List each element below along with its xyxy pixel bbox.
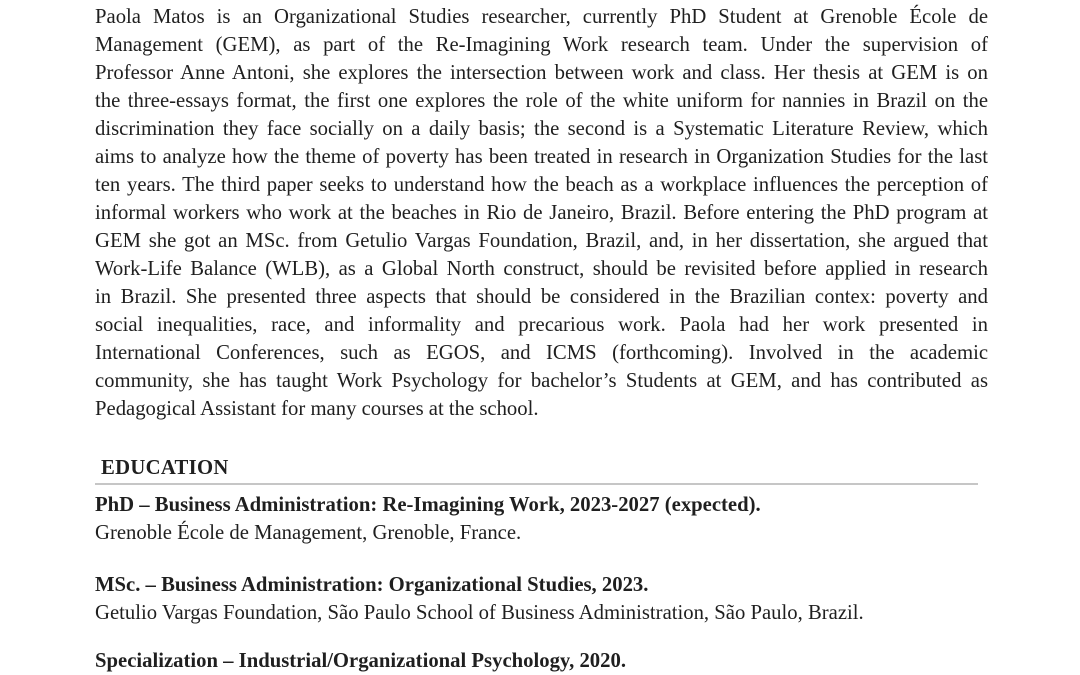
- bio-line: ten years. The third paper seeks to understand how the beach as a workplace influences the perception of: [95, 174, 988, 196]
- bio-paragraph: [95, 3, 988, 423]
- bio-line: community, she has taught Work Psychology for bachelor’s Students at GEM, and has contributed as: [95, 370, 988, 392]
- education-entry: [95, 571, 988, 627]
- education-entry: [95, 647, 988, 675]
- bio-line: Professor Anne Antoni, she explores the intersection between work and class. Her thesis at GEM is on: [95, 62, 988, 84]
- institution-line: Grenoble École de Management, Grenoble, France.: [95, 522, 522, 544]
- education-section-divider: [95, 483, 978, 485]
- bio-line: Management (GEM), as part of the Re-Imagining Work research team. Under the supervision of: [95, 34, 988, 56]
- institution-line: Getulio Vargas Foundation, São Paulo School of Business Administration, São Paulo, Brazil.: [95, 602, 864, 624]
- bio-line: Pedagogical Assistant for many courses at the school.: [95, 398, 539, 420]
- bio-line: discrimination they face socially on a daily basis; the second is a Systematic Literature Review, which: [95, 118, 988, 140]
- bio-line: GEM she got an MSc. from Getulio Vargas Foundation, Brazil, and, in her dissertation, she argued that: [95, 230, 988, 252]
- bio-line: Work-Life Balance (WLB), as a Global North construct, should be revisited before applied in research: [95, 258, 988, 280]
- bio-line: Paola Matos is an Organizational Studies researcher, currently PhD Student at Grenoble École de: [95, 6, 988, 28]
- bio-line: in Brazil. She presented three aspects that should be considered in the Brazilian contex: poverty and: [95, 286, 988, 308]
- bio-line: informal workers who work at the beaches in Rio de Janeiro, Brazil. Before entering the PhD program at: [95, 202, 988, 224]
- education-entries: [95, 491, 988, 675]
- degree-title: Specialization – Industrial/Organizational Psychology, 2020.: [95, 650, 627, 672]
- education-entry: [95, 491, 988, 547]
- degree-title: MSc. – Business Administration: Organizational Studies, 2023.: [95, 574, 649, 596]
- bio-line: International Conferences, such as EGOS, and ICMS (forthcoming). Involved in the academic: [95, 342, 988, 364]
- bio-line: aims to analyze how the theme of poverty has been treated in research in Organization Studies for the last: [95, 146, 988, 168]
- degree-title: PhD – Business Administration: Re-Imagining Work, 2023-2027 (expected).: [95, 494, 761, 516]
- education-section-heading: EDUCATION: [101, 457, 229, 479]
- bio-line: social inequalities, race, and informality and precarious work. Paola had her work presented in: [95, 314, 988, 336]
- bio-line: the three-essays format, the first one explores the role of the white uniform for nannies in Brazil on the: [95, 90, 988, 112]
